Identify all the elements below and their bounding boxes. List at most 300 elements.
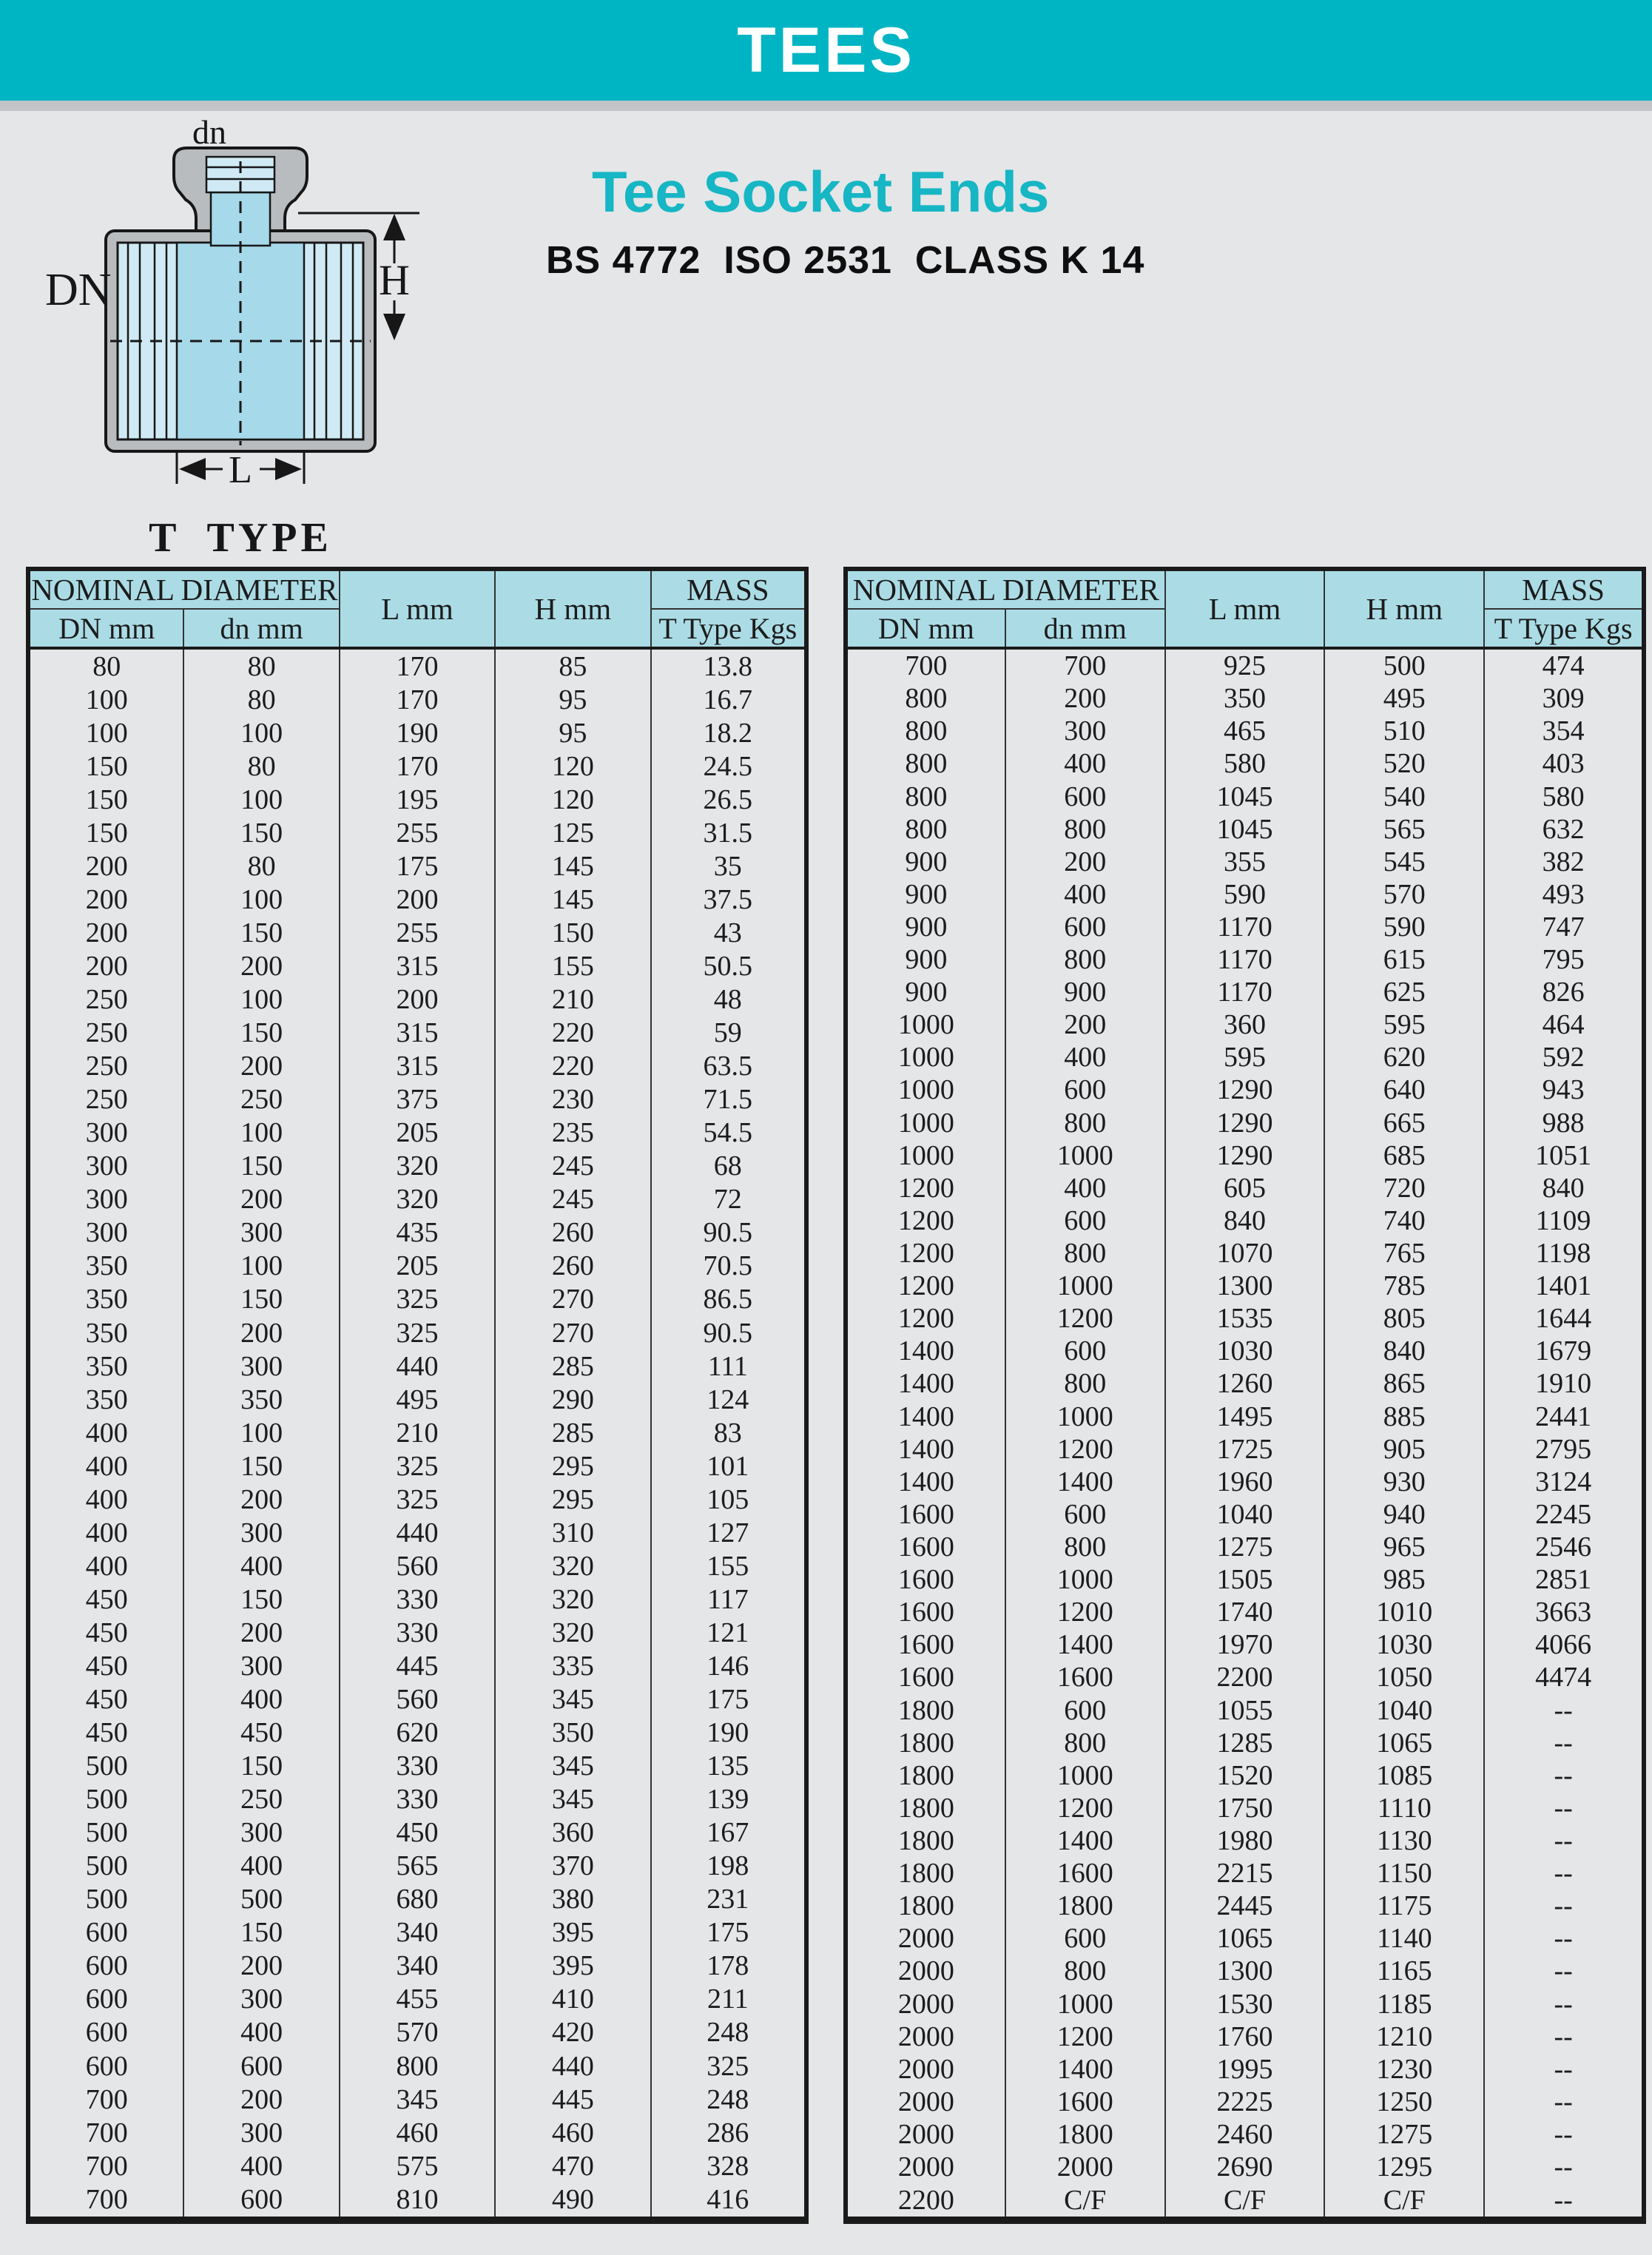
table-row (846, 1727, 1644, 1759)
table-cell: 400 (1005, 878, 1165, 911)
table-cell: 700 (85, 2150, 128, 2182)
table-cell: 200 (183, 949, 339, 982)
table-cell: 440 (340, 1349, 495, 1383)
table-row (28, 1683, 806, 1716)
table-cell: 800 (905, 781, 948, 812)
table-cell: 139 (651, 1783, 806, 1816)
table-cell: 1520 (1165, 1759, 1325, 1792)
table-cell: 68 (651, 1150, 806, 1183)
table-row (28, 1017, 806, 1050)
table-cell: 190 (651, 1716, 806, 1750)
table-cell: 310 (495, 1516, 650, 1549)
table-cell: 300 (85, 1117, 128, 1149)
table-cell: 150 (183, 1750, 339, 1783)
table-cell: 450 (85, 1684, 128, 1716)
col-header-l-mm: L mm (340, 569, 495, 648)
table-cell: 167 (651, 1816, 806, 1850)
table-cell: 560 (340, 1549, 495, 1582)
table-row (846, 682, 1644, 715)
table-cell: 175 (651, 1916, 806, 1949)
table-cell: 795 (1484, 943, 1644, 976)
table-cell: 600 (1005, 911, 1165, 943)
table-row (28, 1283, 806, 1316)
table-cell: 565 (340, 1850, 495, 1883)
table-cell: 350 (85, 1350, 128, 1382)
table-cell: 1051 (1484, 1139, 1644, 1172)
table-cell: 395 (495, 1916, 650, 1949)
table-cell: 500 (1324, 648, 1484, 682)
table-row (28, 1616, 806, 1649)
table-cell: 2245 (1484, 1498, 1644, 1531)
table-cell: 300 (183, 1649, 339, 1682)
table-cell: 211 (651, 1983, 806, 2016)
table-cell: 80 (92, 650, 121, 682)
table-cell: 1679 (1484, 1335, 1644, 1367)
table-cell: 2851 (1484, 1563, 1644, 1596)
table-cell: -- (1484, 1824, 1644, 1857)
table-cell: 80 (183, 749, 339, 783)
table-cell: 1970 (1165, 1628, 1325, 1661)
table-cell: 680 (340, 1883, 495, 1916)
table-cell: 382 (1484, 846, 1644, 878)
col-header-mass: MASS (651, 569, 806, 609)
table-cell: 450 (85, 1717, 128, 1749)
table-cell: 800 (1005, 1727, 1165, 1759)
table-cell: 200 (1005, 682, 1165, 715)
table-cell: 2000 (897, 2118, 954, 2150)
table-cell: 354 (1484, 715, 1644, 747)
table-row (846, 911, 1644, 943)
table-cell: 1750 (1165, 1792, 1325, 1824)
table-head (28, 569, 806, 648)
table-cell: 255 (340, 916, 495, 949)
table-cell: 500 (85, 1817, 128, 1849)
table-cell: 1000 (897, 1009, 954, 1041)
table-cell: 95 (495, 683, 650, 716)
table-row (846, 1531, 1644, 1563)
table-cell: 85 (495, 648, 650, 683)
table-cell: 595 (1324, 1008, 1484, 1041)
table-cell: 255 (340, 816, 495, 849)
table-cell: 785 (1324, 1270, 1484, 1302)
table-row (846, 2020, 1644, 2053)
col-header-h-mm: H mm (1324, 569, 1484, 648)
table-cell: 210 (495, 983, 650, 1017)
table-cell: 155 (651, 1549, 806, 1582)
table-cell: 600 (85, 2017, 128, 2049)
table-cell: 1230 (1324, 2053, 1484, 2086)
table-cell: 350 (1165, 682, 1325, 715)
table-row (846, 780, 1644, 812)
table-cell: 1010 (1324, 1596, 1484, 1628)
col-header-dn-small-mm: dn mm (1005, 609, 1165, 648)
table-cell: 35 (651, 849, 806, 883)
dn-label: dn (192, 118, 226, 151)
table-cell: 200 (85, 950, 128, 982)
table-cell: 100 (183, 1116, 339, 1150)
table-cell: 300 (85, 1217, 128, 1249)
col-header-mass: MASS (1484, 569, 1644, 609)
table-cell: 370 (495, 1850, 650, 1883)
table-row (846, 747, 1644, 780)
table-cell: 300 (183, 2116, 339, 2149)
table-cell: 350 (85, 1250, 128, 1282)
table-row (846, 648, 1644, 682)
table-cell: 290 (495, 1383, 650, 1416)
table-cell: 1045 (1165, 780, 1325, 812)
table-cell: 1400 (1005, 2053, 1165, 2086)
table-cell: 1170 (1165, 943, 1325, 976)
table-cell: 315 (340, 1017, 495, 1050)
table-cell: 250 (85, 1051, 128, 1082)
table-cell: 600 (85, 2050, 128, 2082)
table-cell: -- (1484, 2183, 1644, 2220)
table-cell: 540 (1324, 780, 1484, 812)
table-cell: 31.5 (651, 816, 806, 849)
table-cell: 320 (340, 1183, 495, 1216)
table-cell: 500 (85, 1750, 128, 1782)
table-cell: 985 (1324, 1563, 1484, 1596)
table-cell: 325 (340, 1449, 495, 1483)
table-cell: 595 (1165, 1041, 1325, 1073)
col-header-t-type-kgs: T Type Kgs (1484, 609, 1644, 648)
table-cell: 155 (495, 949, 650, 982)
page-banner (0, 0, 1652, 101)
table-cell: 570 (340, 2016, 495, 2049)
table-cell: 37.5 (651, 883, 806, 916)
table-cell: 1109 (1484, 1204, 1644, 1237)
table-cell: 170 (340, 648, 495, 683)
table-cell: 320 (495, 1549, 650, 1582)
table-row (28, 2049, 806, 2083)
table-row (846, 1367, 1644, 1400)
table-cell: 1980 (1165, 1824, 1325, 1857)
table-cell: 1800 (1005, 1890, 1165, 1922)
table-row (28, 1716, 806, 1750)
table-cell: 590 (1165, 878, 1325, 911)
table-cell: 295 (495, 1449, 650, 1483)
table-row (846, 1107, 1644, 1139)
table-cell: 500 (85, 1850, 128, 1882)
table-cell: 1085 (1324, 1759, 1484, 1792)
table-cell: 24.5 (651, 749, 806, 783)
table-row (846, 1922, 1644, 1955)
table-cell: 1000 (897, 1107, 954, 1139)
table-cell: -- (1484, 2020, 1644, 2053)
table-cell: 605 (1165, 1172, 1325, 1204)
table-cell: 400 (1005, 1172, 1165, 1204)
table-cell: 1200 (1005, 1792, 1165, 1824)
table-cell: 1285 (1165, 1727, 1325, 1759)
table-cell: 1000 (897, 1074, 954, 1106)
table-cell: 48 (651, 983, 806, 1017)
table-cell: 125 (495, 816, 650, 849)
table-cell: 400 (183, 1850, 339, 1883)
table-cell: 1295 (1324, 2151, 1484, 2183)
table-cell: 270 (495, 1316, 650, 1349)
table-cell: 1065 (1165, 1922, 1325, 1955)
table-cell: 700 (85, 2117, 128, 2148)
table-cell: 403 (1484, 747, 1644, 780)
table-cell: 988 (1484, 1107, 1644, 1139)
table-cell: 445 (340, 1649, 495, 1682)
table-cell: 765 (1324, 1237, 1484, 1270)
table-cell: 1400 (897, 1433, 954, 1465)
table-cell: 335 (495, 1649, 650, 1682)
table-cell: 1401 (1484, 1270, 1644, 1302)
table-cell: 100 (85, 684, 128, 715)
table-row (846, 1270, 1644, 1302)
table-cell: 600 (85, 1917, 128, 1949)
table-cell: 1300 (1165, 1270, 1325, 1302)
table-cell: 286 (651, 2116, 806, 2149)
table-cell: 520 (1324, 747, 1484, 780)
table-cell: 900 (905, 878, 948, 910)
table-cell: 101 (651, 1449, 806, 1483)
table-cell: 200 (340, 983, 495, 1017)
table-row (28, 1582, 806, 1616)
table-cell: 350 (85, 1284, 128, 1315)
table-cell: -- (1484, 1922, 1644, 1955)
table-cell: 1200 (897, 1204, 954, 1236)
table-row (28, 1150, 806, 1183)
table-cell: 1800 (897, 1792, 954, 1824)
table-cell: 200 (183, 2083, 339, 2116)
table-cell: 300 (1005, 715, 1165, 747)
table-cell: 260 (495, 1250, 650, 1283)
table-cell: 600 (1005, 1204, 1165, 1237)
table-cell: 395 (495, 1949, 650, 1983)
table-row (846, 1433, 1644, 1466)
table-cell: 600 (1005, 1335, 1165, 1367)
table-cell: 1200 (1005, 1596, 1165, 1628)
table-cell: 146 (651, 1649, 806, 1682)
table-cell: 2000 (897, 2086, 954, 2117)
table-cell: 800 (1005, 1107, 1165, 1139)
table-cell: 200 (183, 1183, 339, 1216)
table-cell: 63.5 (651, 1050, 806, 1083)
DN-label: DN (45, 265, 112, 315)
table-cell: 150 (183, 1582, 339, 1616)
table-cell: 250 (85, 1017, 128, 1049)
table-cell: 1260 (1165, 1367, 1325, 1400)
table-cell: 175 (651, 1683, 806, 1716)
tee-diagram (41, 118, 425, 503)
table-cell: -- (1484, 1890, 1644, 1922)
table-cell: -- (1484, 2053, 1644, 2086)
table-cell: 248 (651, 2016, 806, 2049)
table-cell: 1210 (1324, 2020, 1484, 2053)
table-cell: 1800 (897, 1694, 954, 1726)
table-cell: 315 (340, 949, 495, 982)
table-cell: 86.5 (651, 1283, 806, 1316)
table-cell: 1040 (1324, 1694, 1484, 1727)
table-cell: 592 (1484, 1041, 1644, 1073)
table-cell: 400 (85, 1417, 128, 1449)
table-cell: 570 (1324, 878, 1484, 911)
table-cell: 1725 (1165, 1433, 1325, 1466)
table-cell: 1050 (1324, 1661, 1484, 1693)
table-row (846, 1073, 1644, 1106)
table-cell: 330 (340, 1582, 495, 1616)
table-cell: 1070 (1165, 1237, 1325, 1270)
table-cell: 500 (183, 1883, 339, 1916)
table-cell: 500 (85, 1784, 128, 1816)
spec-table-right (843, 567, 1646, 2224)
table-cell: 1030 (1324, 1628, 1484, 1661)
table-cell: 600 (183, 2182, 339, 2220)
l-label: L (229, 449, 252, 491)
table-cell: 1200 (897, 1172, 954, 1204)
table-cell: 220 (495, 1017, 650, 1050)
table-cell: 600 (85, 1950, 128, 1982)
table-cell: 235 (495, 1116, 650, 1150)
table-cell: 1290 (1165, 1073, 1325, 1106)
table-row (28, 716, 806, 749)
table-cell: -- (1484, 1988, 1644, 2020)
col-header-t-type-kgs: T Type Kgs (651, 609, 806, 648)
table-cell: 2225 (1165, 2086, 1325, 2118)
table-row (846, 943, 1644, 976)
table-cell: 615 (1324, 943, 1484, 976)
table-cell: 590 (1324, 911, 1484, 943)
table-cell: 700 (905, 650, 948, 682)
table-cell: 940 (1324, 1498, 1484, 1531)
table-cell: 200 (85, 850, 128, 882)
table-cell: 245 (495, 1183, 650, 1216)
table-row (28, 1383, 806, 1416)
table-cell: 1760 (1165, 2020, 1325, 2053)
table-cell: 600 (1005, 1498, 1165, 1531)
table-row (28, 1949, 806, 1983)
table-cell: 1400 (1005, 1824, 1165, 1857)
table-cell: 930 (1324, 1466, 1484, 1498)
table-cell: 150 (85, 750, 128, 782)
table-row (846, 976, 1644, 1008)
table-cell: 800 (1005, 1237, 1165, 1270)
table-cell: 1200 (1005, 1433, 1165, 1466)
table-cell: 200 (85, 883, 128, 915)
table-cell: 13.8 (651, 648, 806, 683)
table-cell: 747 (1484, 911, 1644, 943)
table-cell: 210 (340, 1416, 495, 1449)
table-cell: 410 (495, 1983, 650, 2016)
table-cell: 54.5 (651, 1116, 806, 1150)
table-cell: 700 (1005, 648, 1165, 682)
table-cell: 350 (495, 1716, 650, 1750)
table-cell: 450 (183, 1716, 339, 1750)
table-cell: 80 (183, 648, 339, 683)
table-cell: 1198 (1484, 1237, 1644, 1270)
table-cell: 245 (495, 1150, 650, 1183)
table-cell: 325 (340, 1483, 495, 1516)
table-cell: 500 (85, 1884, 128, 1915)
table-cell: 2200 (1165, 1661, 1325, 1693)
table-cell: C/F (1165, 2183, 1325, 2220)
table-row (846, 1661, 1644, 1693)
table-cell: 340 (340, 1949, 495, 1983)
table-cell: 350 (85, 1317, 128, 1349)
table-cell: 600 (1005, 1073, 1165, 1106)
table-cell: 300 (183, 1516, 339, 1549)
table-cell: 4474 (1484, 1661, 1644, 1693)
table-cell: 250 (85, 1084, 128, 1116)
table-cell: 350 (85, 1383, 128, 1415)
table-row (846, 1498, 1644, 1531)
table-cell: 198 (651, 1850, 806, 1883)
table-cell: 345 (495, 1683, 650, 1716)
table-cell: 120 (495, 783, 650, 816)
table-cell: 865 (1324, 1367, 1484, 1400)
table-row (28, 2116, 806, 2149)
table-cell: 1600 (897, 1564, 954, 1596)
table-cell: 1200 (1005, 2020, 1165, 2053)
table-cell: 1275 (1324, 2118, 1484, 2151)
table-cell: 330 (340, 1783, 495, 1816)
table-cell: 145 (495, 883, 650, 916)
table-row (846, 715, 1644, 747)
table-cell: 100 (183, 783, 339, 816)
table-cell: 1530 (1165, 1988, 1325, 2020)
table-cell: 150 (85, 817, 128, 849)
table-cell: 840 (1165, 1204, 1325, 1237)
table-cell: 600 (1005, 1922, 1165, 1955)
table-cell: 460 (495, 2116, 650, 2149)
table-cell: -- (1484, 1857, 1644, 1890)
table-cell: 120 (495, 749, 650, 783)
table-cell: 320 (495, 1582, 650, 1616)
table-row (28, 1750, 806, 1783)
table-cell: 300 (183, 1216, 339, 1250)
table-cell: 1535 (1165, 1302, 1325, 1335)
table-cell: 495 (340, 1383, 495, 1416)
table-head (846, 569, 1644, 648)
table-cell: 2690 (1165, 2151, 1325, 2183)
table-row (846, 2183, 1644, 2220)
table-row (28, 1083, 806, 1116)
table-cell: 325 (340, 1316, 495, 1349)
table-cell: 465 (1165, 715, 1325, 747)
table-cell: 1505 (1165, 1563, 1325, 1596)
table-cell: 328 (651, 2149, 806, 2182)
table-cell: 295 (495, 1483, 650, 1516)
table-cell: 1045 (1165, 813, 1325, 846)
table-cell: 600 (85, 1983, 128, 2015)
table-cell: 800 (905, 683, 948, 715)
table-cell: 575 (340, 2149, 495, 2182)
table-cell: 1275 (1165, 1531, 1325, 1563)
table-cell: 200 (1005, 846, 1165, 878)
table-cell: 2000 (897, 1988, 954, 2020)
table-cell: 1200 (1005, 1302, 1165, 1335)
table-cell: 2000 (897, 1955, 954, 1987)
table-cell: 18.2 (651, 716, 806, 749)
table-cell: 470 (495, 2149, 650, 2182)
table-row (846, 846, 1644, 878)
table-row (28, 816, 806, 849)
table-cell: 2460 (1165, 2118, 1325, 2151)
section-title: Tee Socket Ends (592, 159, 1050, 224)
table-cell: 117 (651, 1582, 806, 1616)
table-cell: 100 (183, 716, 339, 749)
table-cell: 665 (1324, 1107, 1484, 1139)
col-header-h-mm: H mm (495, 569, 650, 648)
table-cell: 285 (495, 1416, 650, 1449)
table-row (28, 1516, 806, 1549)
table-cell: 900 (905, 846, 948, 877)
table-cell: 380 (495, 1883, 650, 1916)
table-cell: 320 (340, 1150, 495, 1183)
